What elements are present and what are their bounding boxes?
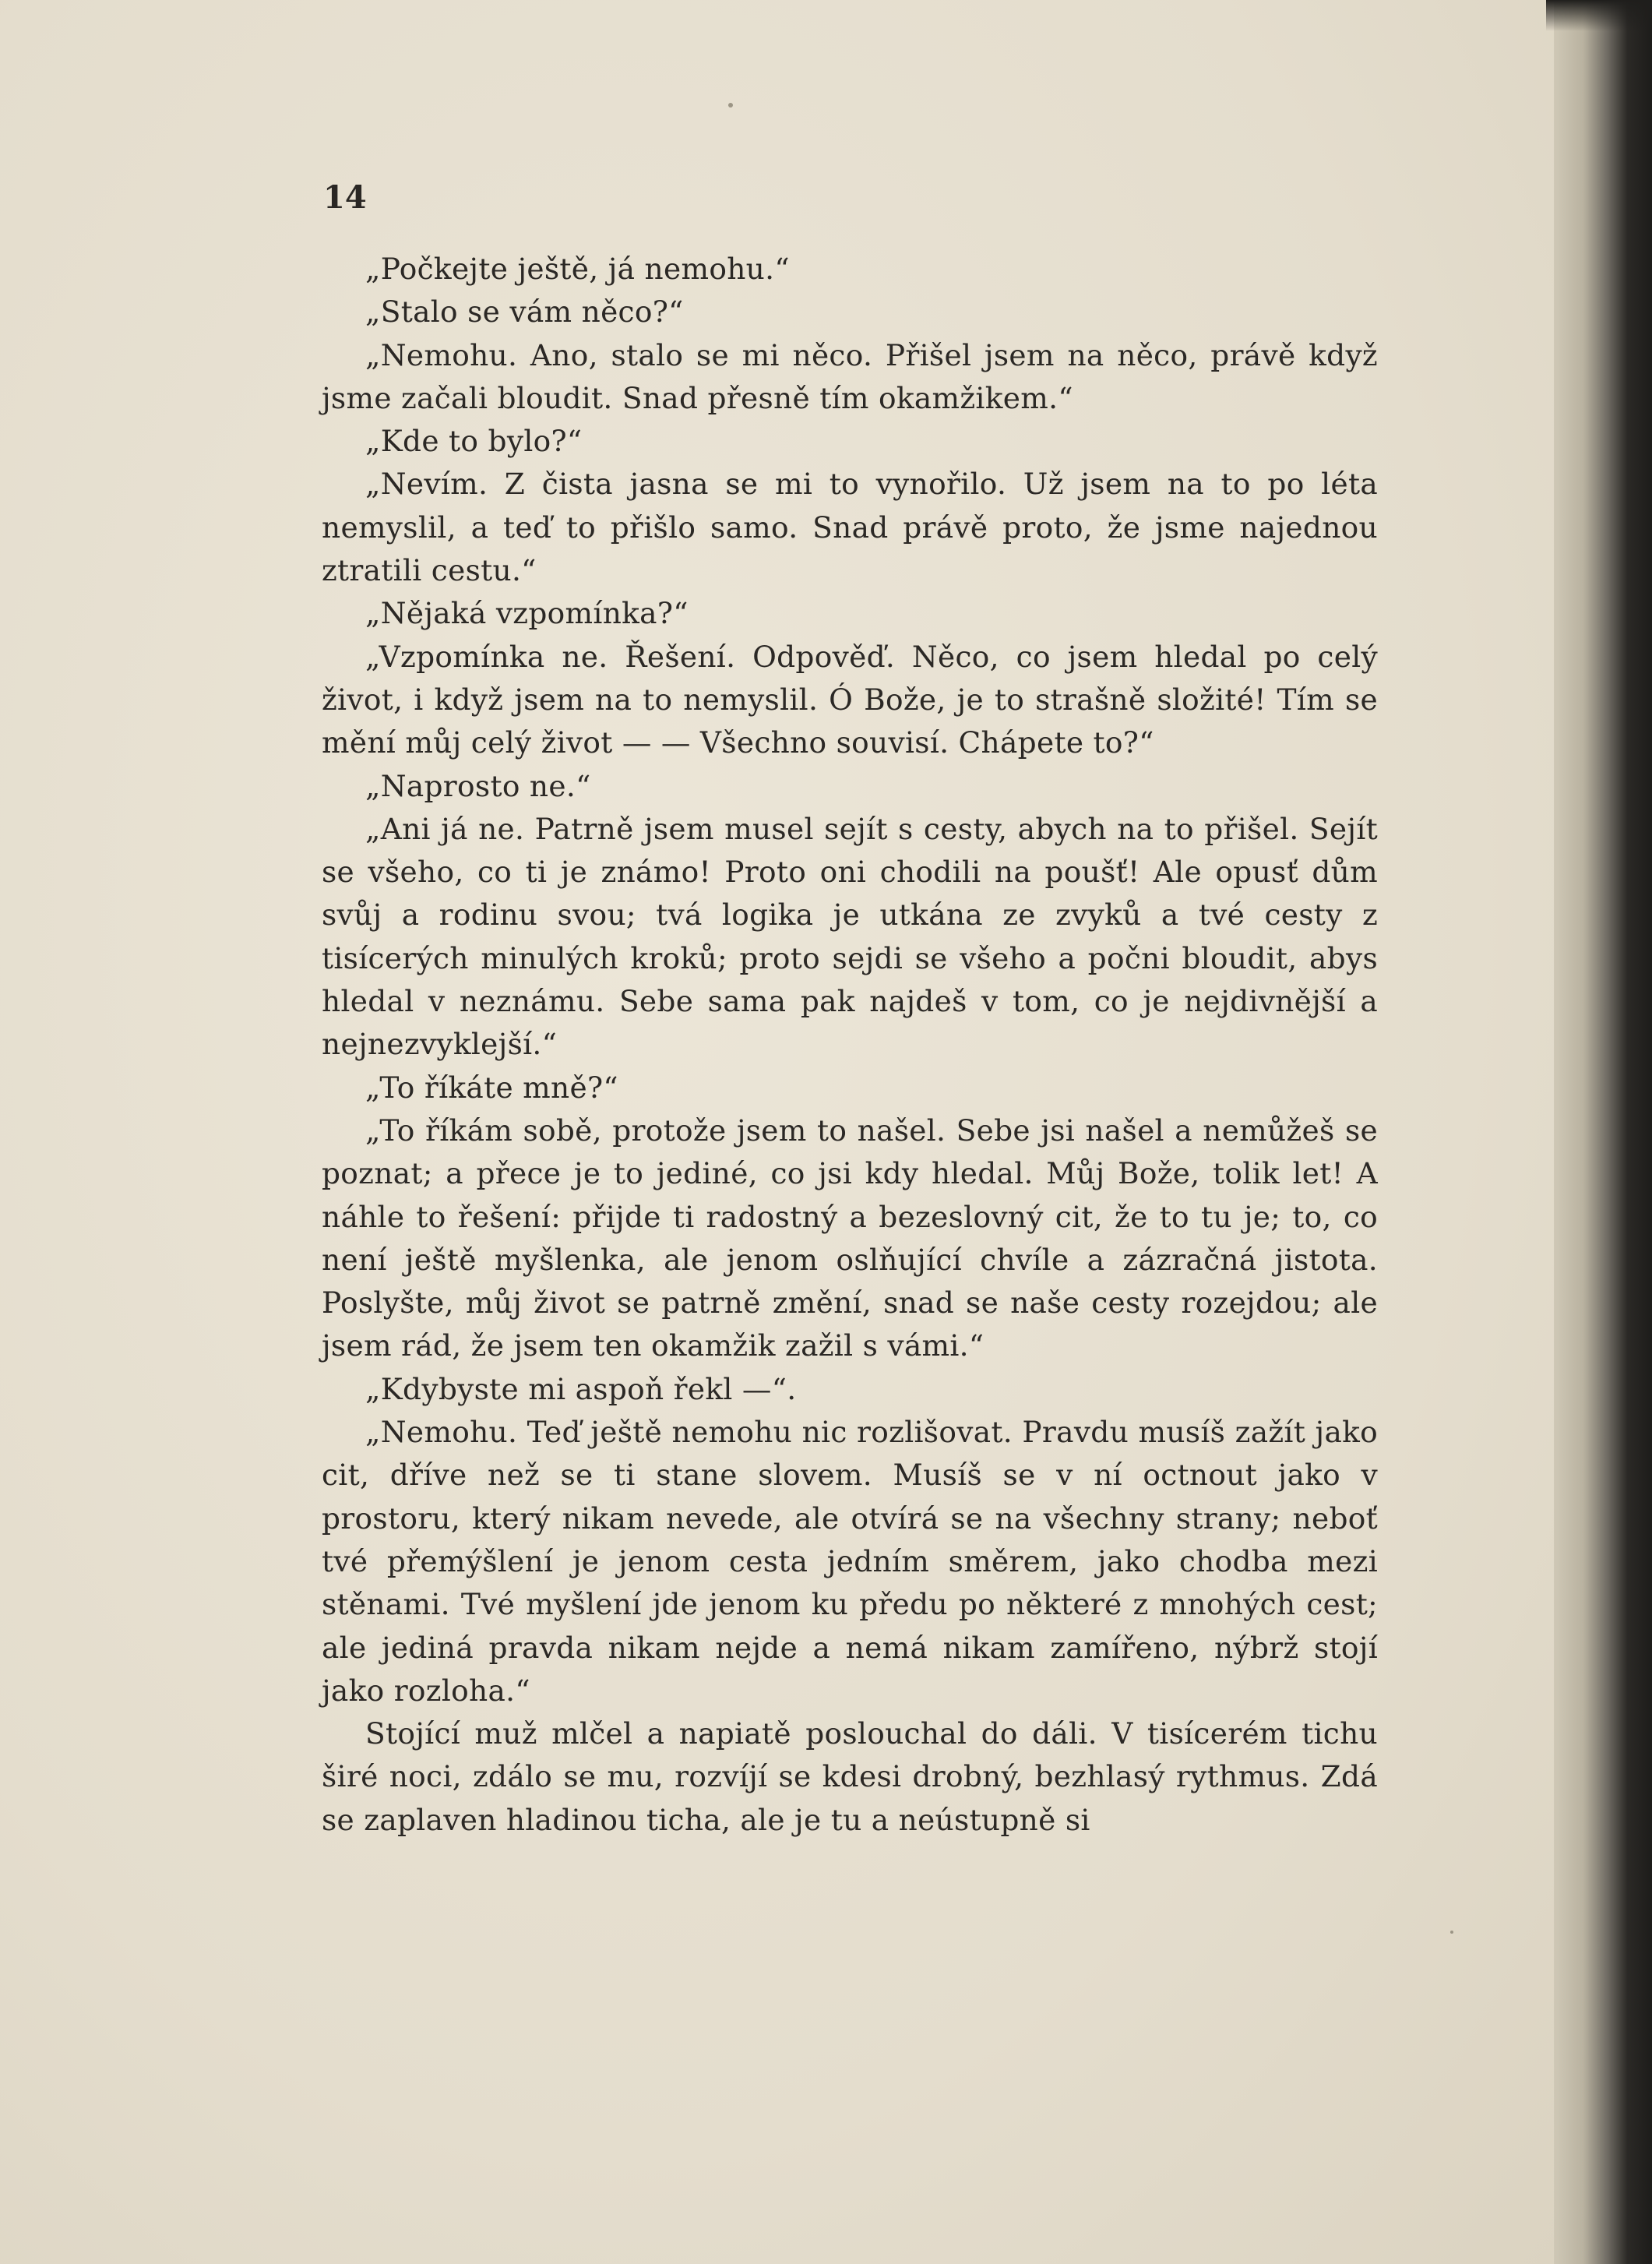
paragraph: „Počkejte ještě, já nemohu.“ — [365, 252, 790, 286]
book-spine — [1554, 0, 1652, 2264]
paragraph: „To říkám sobě, protože jsem to našel. Sebe jsi našel a nemůžeš se poznat; a přece je to jediné, co jsi kdy hledal. Můj Bože, tolik let! A náhle to řešení: přijde ti radostný a bezeslovný cit, že to tu je; to, co není ještě myšlenka, ale jenom oslňující chvíle a zázračná jistota. Poslyšte, můj život se patrně změní, snad se naše cesty rozejdou; ale jsem rád, že jsem ten okamžik zažil s vámi.“ — [322, 1113, 1378, 1363]
paragraph: Stojící muž mlčel a napiatě poslouchal do dáli. V tisícerém tichu širé noci, zdálo se mu, rozvíjí se kdesi drobný, bezhlasý rythmus. Zdá se zaplaven hladinou ticha, ale je tu a neústupně si — [322, 1716, 1378, 1837]
paragraph: „Ani já ne. Patrně jsem musel sejít s cesty, abych na to přišel. Sejít se všeho, co ti je známo! Proto oni chodili na poušť! Ale opusť dům svůj a rodinu svou; tvá logika je utkána ze zvyků a tvé cesty z tisícerých minulých kroků; proto sejdi se všeho a počni bloudit, abys hledal v neznámu. Sebe sama pak najdeš v tom, co je nejdivnější a nejnezvyklejší.“ — [322, 811, 1378, 1062]
binding-shadow — [1546, 0, 1652, 31]
page-number: 14 — [323, 179, 367, 216]
paper-speck — [728, 103, 733, 108]
paragraph: „Nemohu. Teď ještě nemohu nic rozlišovat. Pravdu musíš zažít jako cit, dříve než se ti stane slovem. Musíš se v ní octnout jako v prostoru, který nikam nevede, ale otvírá se na všechny strany; neboť tvé přemýšlení je jenom cesta jedním směrem, jako chodba mezi stěnami. Tvé myšlení jde jenom ku předu po některé z mnohých cest; ale jediná pravda nikam nejde a nemá nikam zamířeno, nýbrž stojí jako rozloha.“ — [322, 1415, 1378, 1708]
paragraph: „Nemohu. Ano, stalo se mi něco. Přišel jsem na něco, právě když jsme začali bloudit. Snad přesně tím okamžikem.“ — [322, 337, 1378, 415]
paragraph: „Nějaká vzpomínka?“ — [365, 596, 689, 631]
paper-speck — [1450, 1931, 1453, 1934]
paragraph: „Naprosto ne.“ — [365, 768, 591, 803]
paragraph: „Kde to bylo?“ — [365, 424, 583, 459]
paragraph: „Kdybyste mi aspoň řekl —“. — [365, 1371, 797, 1406]
paragraph: „To říkáte mně?“ — [365, 1070, 618, 1105]
paragraph: „Vzpomínka ne. Řešení. Odpověď. Něco, co jsem hledal po celý život, i když jsem na to nemyslil. Ó Bože, je to strašně složité! Tím se mění můj celý život — — Všechno souvisí. Chápete to?“ — [322, 639, 1378, 760]
page-text — [322, 248, 1378, 1842]
paragraph: „Stalo se vám něco?“ — [365, 294, 684, 330]
paragraph: „Nevím. Z čista jasna se mi to vynořilo. Už jsem na to po léta nemyslil, a teď to přišlo samo. Snad právě proto, že jsme najednou ztratili cestu.“ — [322, 467, 1378, 588]
